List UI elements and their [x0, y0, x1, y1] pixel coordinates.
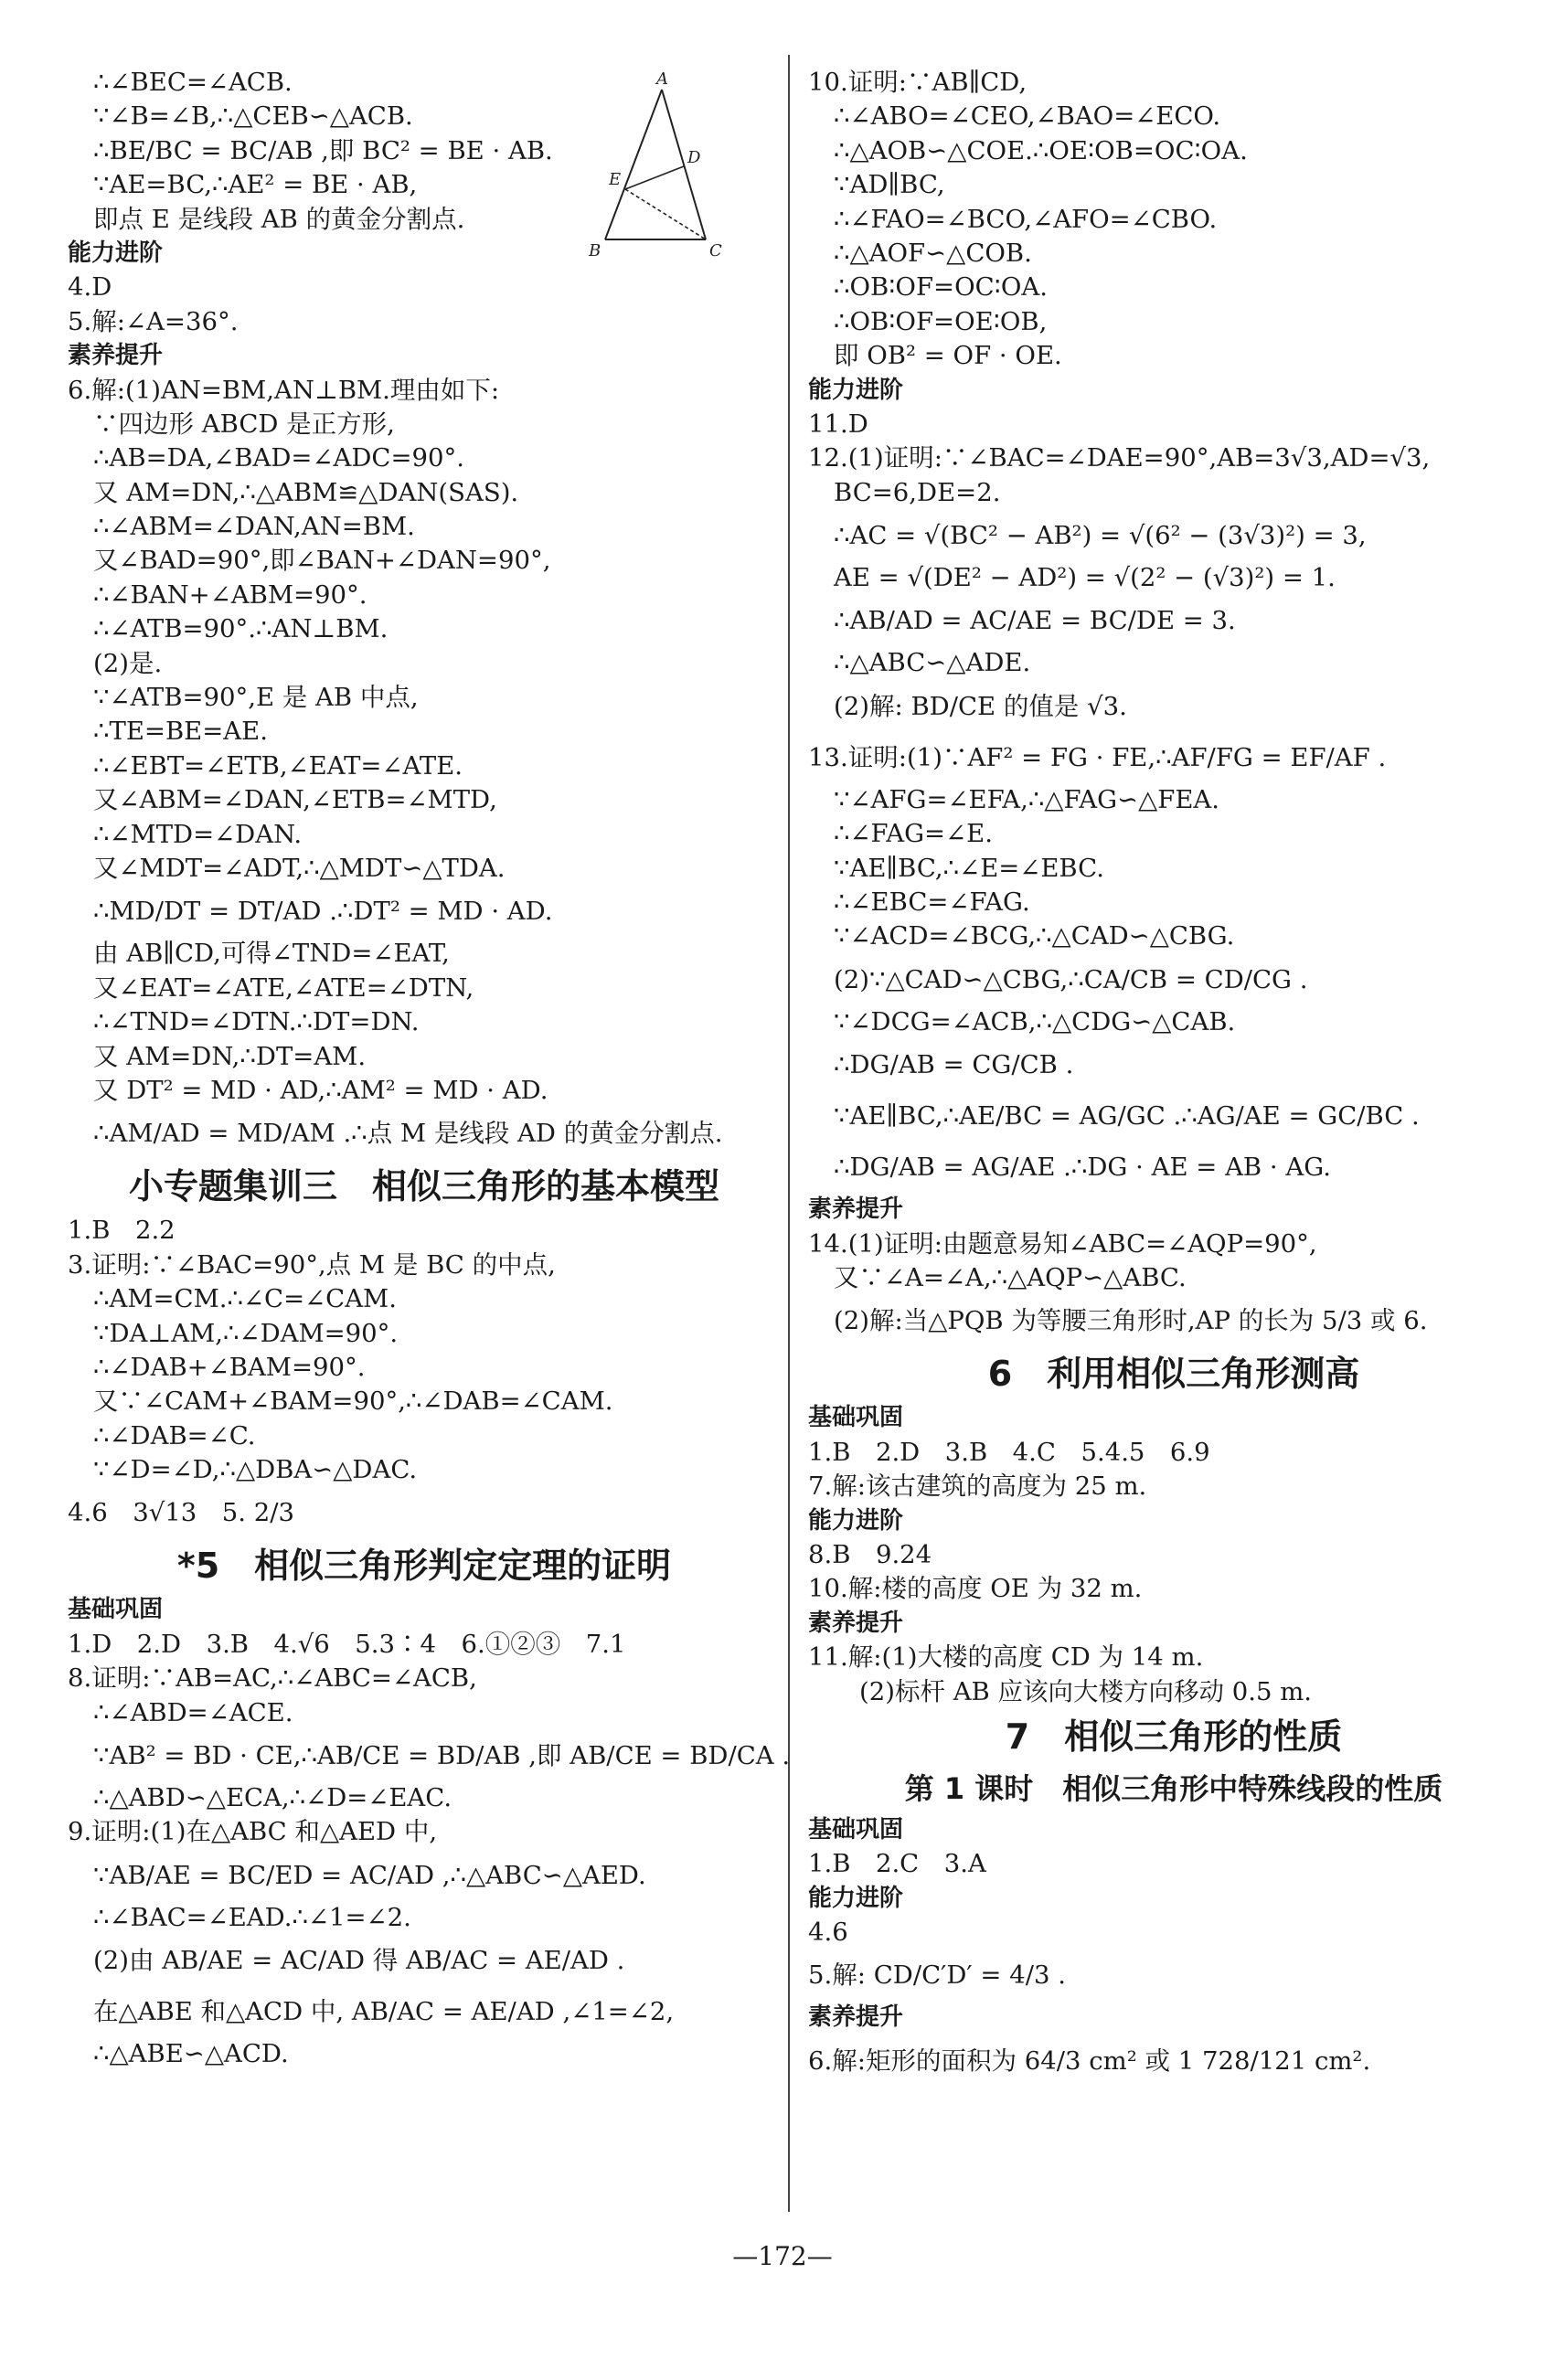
- text-line: 1.B 2.2: [68, 1216, 176, 1246]
- text-line: 即点 E 是线段 AB 的黄金分割点.: [93, 204, 465, 234]
- text-line: ∵AB² = BD · CE,∴AB/CE = BD/AB ,即 AB/CE = BD/CA .: [93, 1741, 791, 1771]
- text-line: ∵∠ACD=∠BCG,∴△CAD∽△CBG.: [834, 921, 1235, 951]
- label-c: C: [709, 241, 722, 260]
- text-line: ∴∠MTD=∠DAN.: [93, 819, 303, 849]
- text-line: (2)∵△CAD∽△CBG,∴CA/CB = CD/CG .: [834, 964, 1308, 994]
- text-line: ∴△ABD∽△ECA,∴∠D=∠EAC.: [93, 1783, 452, 1813]
- text-line: ∴∠BAN+∠ABM=90°.: [93, 579, 367, 610]
- text-line: ∴AM=CM.∴∠C=∠CAM.: [93, 1284, 397, 1314]
- text-line: ∵四边形 ABCD 是正方形,: [93, 409, 395, 439]
- text-line: BC=6,DE=2.: [834, 477, 1001, 507]
- subsection-label: 基础巩固: [808, 1404, 904, 1432]
- text-line: ∴∠DAB+∠BAM=90°.: [93, 1352, 366, 1382]
- text-line: ∴∠FAO=∠BCO,∠AFO=∠CBO.: [834, 204, 1218, 234]
- section-heading: *5 相似三角形判定定理的证明: [176, 1546, 672, 1587]
- subsection-label: 素养提升: [808, 2003, 904, 2032]
- text-line: (2)是.: [93, 648, 163, 678]
- text-line: 又 DT² = MD · AD,∴AM² = MD · AD.: [93, 1075, 548, 1105]
- text-line: ∴DG/AB = AG/AE .∴DG · AE = AB · AG.: [834, 1153, 1331, 1183]
- subsection-label: 能力进阶: [68, 239, 164, 267]
- subsection-label: 能力进阶: [808, 376, 904, 404]
- text-line: ∵∠AFG=∠EFA,∴△FAG∽△FEA.: [834, 784, 1220, 814]
- text-line: ∴∠EBC=∠FAG.: [834, 887, 1030, 918]
- section-heading: 6 利用相似三角形测高: [987, 1354, 1360, 1395]
- text-line: 13.证明:(1)∵AF² = FG · FE,∴AF/FG = EF/AF .: [808, 742, 1387, 772]
- text-line: ∴∠FAG=∠E.: [834, 819, 993, 849]
- text-line: ∴∠TND=∠DTN.∴DT=DN.: [93, 1007, 420, 1037]
- text-line: ∴∠DAB=∠C.: [93, 1420, 256, 1450]
- right-column: [808, 66, 1539, 2087]
- text-line: 又∵∠CAM+∠BAM=90°,∴∠DAB=∠CAM.: [93, 1387, 613, 1417]
- text-line: ∵DA⊥AM,∴∠DAM=90°.: [93, 1318, 399, 1348]
- text-line: 又∠ABM=∠DAN,∠ETB=∠MTD,: [93, 785, 497, 815]
- text-line: 又∠BAD=90°,即∠BAN+∠DAN=90°,: [93, 546, 551, 576]
- text-line: ∴△AOB∽△COE.∴OE∶OB=OC∶OA.: [834, 135, 1248, 165]
- subsection-label: 基础巩固: [808, 1815, 904, 1843]
- text-line: (2)由 AB/AE = AC/AD 得 AB/AC = AE/AD .: [93, 1946, 625, 1976]
- text-line: ∵AE=BC,∴AE² = BE · AB,: [93, 170, 418, 200]
- text-line: ∴DG/AB = CG/CB .: [834, 1050, 1074, 1080]
- text-line: 由 AB∥CD,可得∠TND=∠EAT,: [93, 939, 450, 969]
- text-line: ∴TE=BE=AE.: [93, 717, 268, 747]
- text-line: 8.证明:∵AB=AC,∴∠ABC=∠ACB,: [68, 1663, 477, 1694]
- label-a: A: [656, 69, 668, 89]
- text-line: 9.证明:(1)在△ABC 和△AED 中,: [68, 1817, 438, 1847]
- text-line: 5.解:∠A=36°.: [68, 306, 239, 336]
- text-line: 14.(1)证明:由题意易知∠ABC=∠AQP=90°,: [808, 1228, 1317, 1259]
- text-line: (2)标杆 AB 应该向大楼方向移动 0.5 m.: [859, 1676, 1313, 1706]
- text-line: 4.6: [808, 1918, 848, 1948]
- text-line: ∴AC = √(BC² − AB²) = √(6² − (3√3)²) = 3,: [834, 521, 1367, 551]
- label-b: B: [589, 241, 602, 260]
- text-line: ∴△AOF∽△COB.: [834, 238, 1032, 268]
- text-line: ∴∠ABD=∠ACE.: [93, 1697, 293, 1727]
- page-number: —172—: [732, 2241, 833, 2271]
- section-heading: 小专题集训三 相似三角形的基本模型: [128, 1166, 719, 1207]
- text-line: 11.解:(1)大楼的高度 CD 为 14 m.: [808, 1642, 1204, 1673]
- text-line: AE = √(DE² − AD²) = √(2² − (√3)²) = 1.: [834, 563, 1336, 593]
- text-line: 3.证明:∵∠BAC=90°,点 M 是 BC 的中点,: [68, 1249, 556, 1280]
- left-column: [68, 66, 791, 2072]
- text-line: ∴∠BEC=∠ACB.: [93, 68, 293, 97]
- text-line: ∴∠BAC=∠EAD.∴∠1=∠2.: [93, 1902, 411, 1932]
- text-line: ∵AE∥BC,∴AE/BC = AG/GC .∴AG/AE = GC/BC .: [834, 1101, 1420, 1132]
- text-line: 4.D: [68, 272, 112, 303]
- subsection-label: 能力进阶: [808, 1884, 904, 1912]
- column-divider: [788, 55, 790, 2212]
- section-heading: 7 相似三角形的性质: [1005, 1716, 1343, 1757]
- text-line: 又∵∠A=∠A,∴△AQP∽△ABC.: [834, 1262, 1187, 1292]
- subsection-label: 素养提升: [808, 1609, 904, 1637]
- text-line: 5.解: CD/C′D′ = 4/3 .: [808, 1960, 1066, 1991]
- text-line: 又 AM=DN,∴△ABM≌△DAN(SAS).: [93, 477, 519, 507]
- text-line: (2)解: BD/CE 的值是 √3.: [834, 691, 1127, 721]
- text-line: ∴MD/DT = DT/AD .∴DT² = MD · AD.: [93, 897, 553, 927]
- text-line: ∵∠ATB=90°,E 是 AB 中点,: [93, 683, 419, 713]
- text-line: 又 AM=DN,∴DT=AM.: [93, 1041, 367, 1071]
- text-line: 4.6 3√13 5. 2/3: [68, 1498, 294, 1528]
- triangle-figure: [581, 66, 731, 260]
- text-line: ∴OB∶OF=OE∶OB,: [834, 306, 1048, 336]
- text-line: 6.解:矩形的面积为 64/3 cm² 或 1 728/121 cm².: [808, 2045, 1371, 2076]
- subsection-label: 基础巩固: [68, 1596, 164, 1624]
- triangle-diagram: [581, 66, 731, 260]
- text-line: ∵AE∥BC,∴∠E=∠EBC.: [834, 853, 1104, 883]
- label-e: E: [609, 170, 622, 189]
- subsection-label: 素养提升: [68, 342, 164, 370]
- section-heading: 第 1 课时 相似三角形中特殊线段的性质: [904, 1770, 1443, 1806]
- text-line: ∴AB=DA,∠BAD=∠ADC=90°.: [93, 443, 464, 473]
- text-line: ∴AB/AD = AC/AE = BC/DE = 3.: [834, 606, 1236, 636]
- text-line: 8.B 9.24: [808, 1539, 932, 1569]
- text-line: ∵∠B=∠B,∴△CEB∽△ACB.: [93, 101, 413, 132]
- subsection-label: 素养提升: [808, 1195, 904, 1224]
- text-line: 6.解:(1)AN=BM,AN⊥BM.理由如下:: [68, 375, 500, 405]
- subsection-label: 能力进阶: [808, 1506, 904, 1535]
- text-line: ∴∠ATB=90°.∴AN⊥BM.: [93, 614, 389, 644]
- text-line: ∵AD∥BC,: [834, 170, 945, 200]
- text-line: 10.证明:∵AB∥CD,: [808, 68, 1027, 97]
- text-line: 又∠EAT=∠ATE,∠ATE=∠DTN,: [93, 972, 474, 1003]
- text-line: ∴BE/BC = BC/AB ,即 BC² = BE · AB.: [93, 135, 553, 165]
- text-line: ∵∠D=∠D,∴△DBA∽△DAC.: [93, 1455, 418, 1485]
- text-line: 10.解:楼的高度 OE 为 32 m.: [808, 1574, 1143, 1604]
- text-line: ∵AB/AE = BC/ED = AC/AD ,∴△ABC∽△AED.: [93, 1860, 646, 1890]
- text-line: 1.B 2.D 3.B 4.C 5.4.5 6.9: [808, 1437, 1210, 1467]
- text-line: ∵∠DCG=∠ACB,∴△CDG∽△CAB.: [834, 1006, 1236, 1036]
- text-line: ∴△ABE∽△ACD.: [93, 2039, 289, 2069]
- text-line: ∴△ABC∽△ADE.: [834, 648, 1031, 678]
- text-line: ∴OB∶OF=OC∶OA.: [834, 272, 1048, 303]
- text-line: ∴AM/AD = MD/AM .∴点 M 是线段 AD 的黄金分割点.: [93, 1119, 723, 1149]
- text-line: 7.解:该古建筑的高度为 25 m.: [808, 1472, 1147, 1502]
- text-line: 又∠MDT=∠ADT,∴△MDT∽△TDA.: [93, 853, 506, 883]
- text-line: ∴∠EBT=∠ETB,∠EAT=∠ATE.: [93, 750, 463, 781]
- text-line: 12.(1)证明:∵∠BAC=∠DAE=90°,AB=3√3,AD=√3,: [808, 443, 1431, 473]
- text-line: 1.D 2.D 3.B 4.√6 5.3∶4 6.①②③ 7.1: [68, 1629, 626, 1659]
- text-line: 在△ABE 和△ACD 中, AB/AC = AE/AD ,∠1=∠2,: [93, 1997, 675, 2027]
- text-line: ∴∠ABM=∠DAN,AN=BM.: [93, 512, 415, 542]
- text-line: ∴∠ABO=∠CEO,∠BAO=∠ECO.: [834, 101, 1221, 132]
- text-line: 11.D: [808, 409, 868, 439]
- text-line: (2)解:当△PQB 为等腰三角形时,AP 的长为 5/3 或 6.: [834, 1306, 1428, 1336]
- text-line: 即 OB² = OF · OE.: [834, 341, 1062, 371]
- label-d: D: [687, 148, 701, 167]
- text-line: 1.B 2.C 3.A: [808, 1849, 986, 1879]
